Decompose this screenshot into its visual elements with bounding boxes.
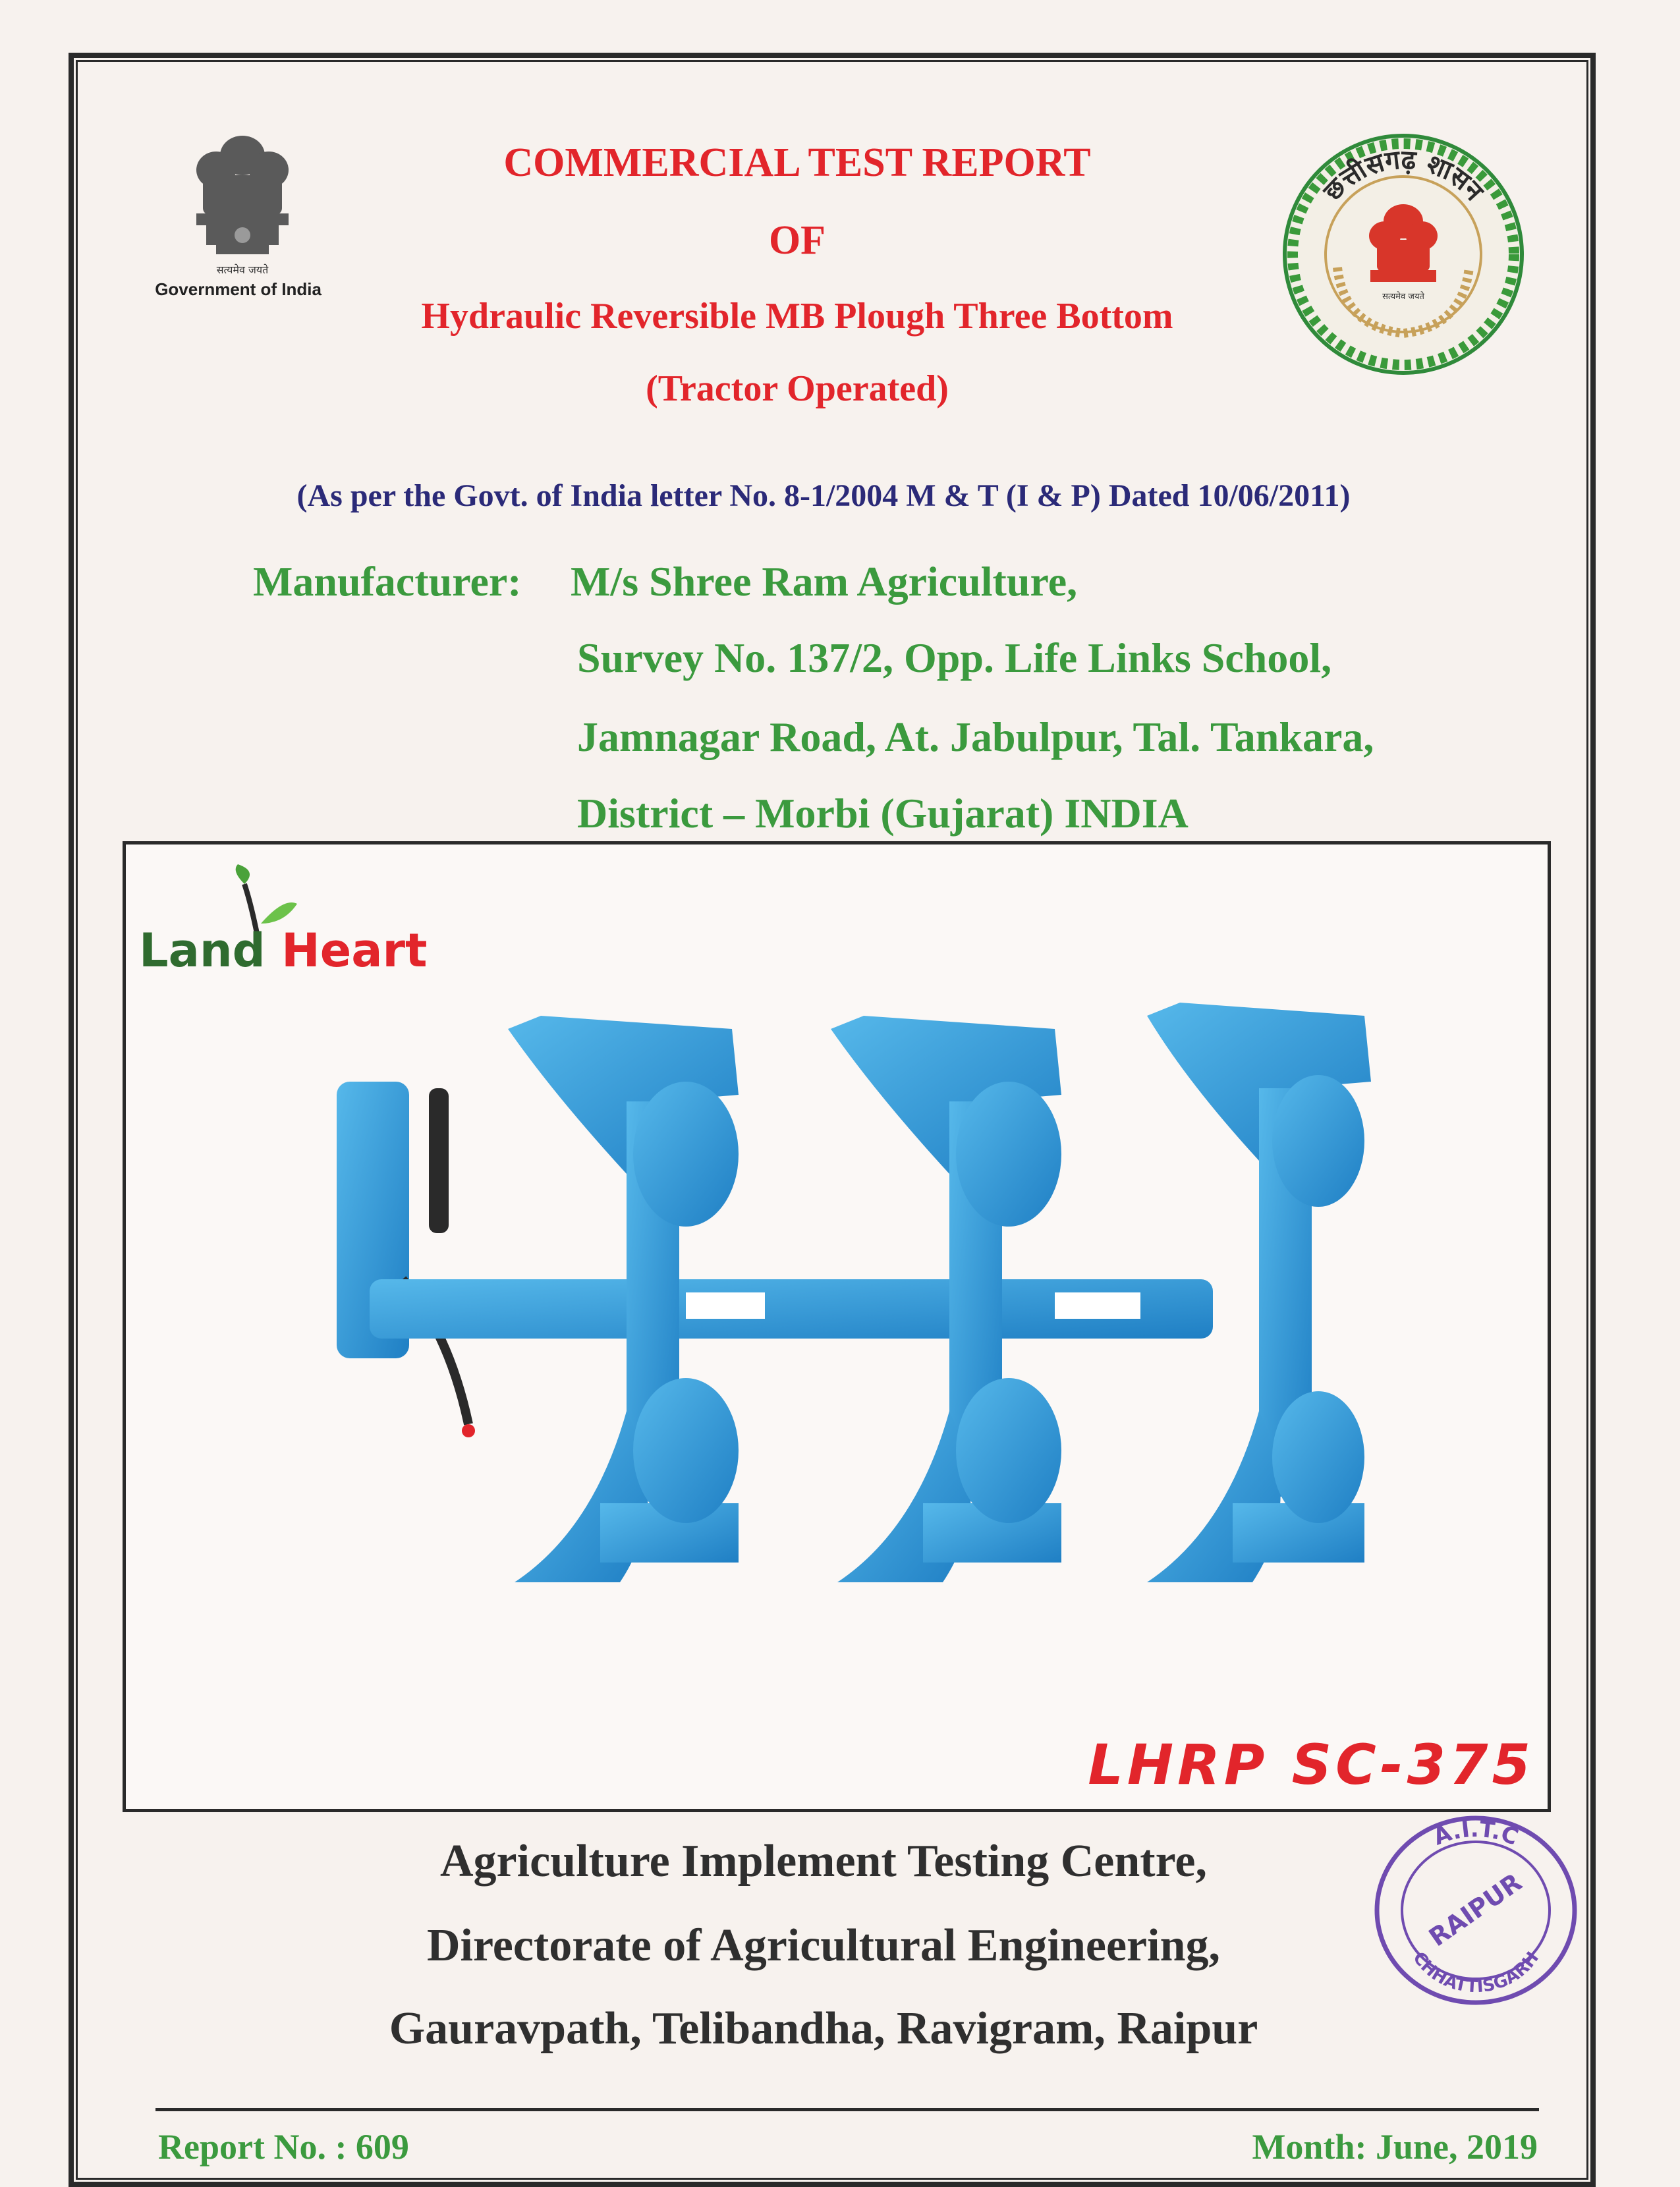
ashoka-emblem-icon: [177, 129, 308, 267]
report-number: Report No. : 609: [158, 2127, 409, 2167]
centre-line-3: Gauravpath, Telibandha, Ravigram, Raipur: [389, 2003, 1258, 2054]
brand-logo: [139, 864, 428, 978]
centre-line-1: Agriculture Implement Testing Centre,: [440, 1836, 1207, 1887]
stamp-middle-text: RAIPUR: [1423, 1868, 1527, 1952]
centre-line-2: Directorate of Agricultural Engineering,: [426, 1920, 1220, 1971]
brand-heart: Heart: [281, 924, 428, 978]
model-number: LHRP SC-375: [1088, 1732, 1534, 1797]
manufacturer-label: Manufacturer:: [253, 558, 522, 605]
product-photo-box: [123, 841, 1551, 1812]
emblem-motto: सत्यमेव जयते: [216, 263, 269, 276]
plough-icon: [317, 1003, 1397, 1648]
stamp-top-text: A.I.T.C: [1430, 1815, 1522, 1851]
emblem-caption: Government of India: [155, 279, 322, 299]
chhattisgarh-seal-icon: [1272, 129, 1535, 379]
title-line-4: (Tractor Operated): [646, 368, 949, 409]
manufacturer-line-4: District – Morbi (Gujarat) INDIA: [577, 790, 1189, 837]
manufacturer-line-3: Jamnagar Road, At. Jabulpur, Tal. Tankara,: [577, 713, 1374, 760]
stamp-side-text: CHHATTISGARH: [1409, 1948, 1543, 1997]
seal-arc-text: छत्तीसगढ़ शासन: [1317, 144, 1490, 207]
govt-emblem: [150, 129, 322, 314]
brand-land: Land: [139, 924, 266, 978]
aitc-stamp: [1364, 1805, 1588, 2016]
title-line-2: OF: [768, 218, 826, 263]
letter-reference: (As per the Govt. of India letter No. 8-1/2004 M & T (I & P) Dated 10/06/2011): [296, 478, 1351, 513]
aitc-stamp-icon: [1364, 1805, 1588, 2016]
title-line-3: Hydraulic Reversible MB Plough Three Bottom: [421, 296, 1173, 337]
report-month: Month: June, 2019: [1252, 2127, 1538, 2167]
manufacturer-line-2: Survey No. 137/2, Opp. Life Links School,: [577, 634, 1332, 681]
seal-motto: सत्यमेव जयते: [1382, 292, 1424, 302]
manufacturer-line-1: M/s Shree Ram Agriculture,: [571, 558, 1078, 605]
title-line-1: COMMERCIAL TEST REPORT: [503, 140, 1091, 185]
footer-rule: [155, 2108, 1539, 2111]
state-seal: [1272, 129, 1535, 379]
